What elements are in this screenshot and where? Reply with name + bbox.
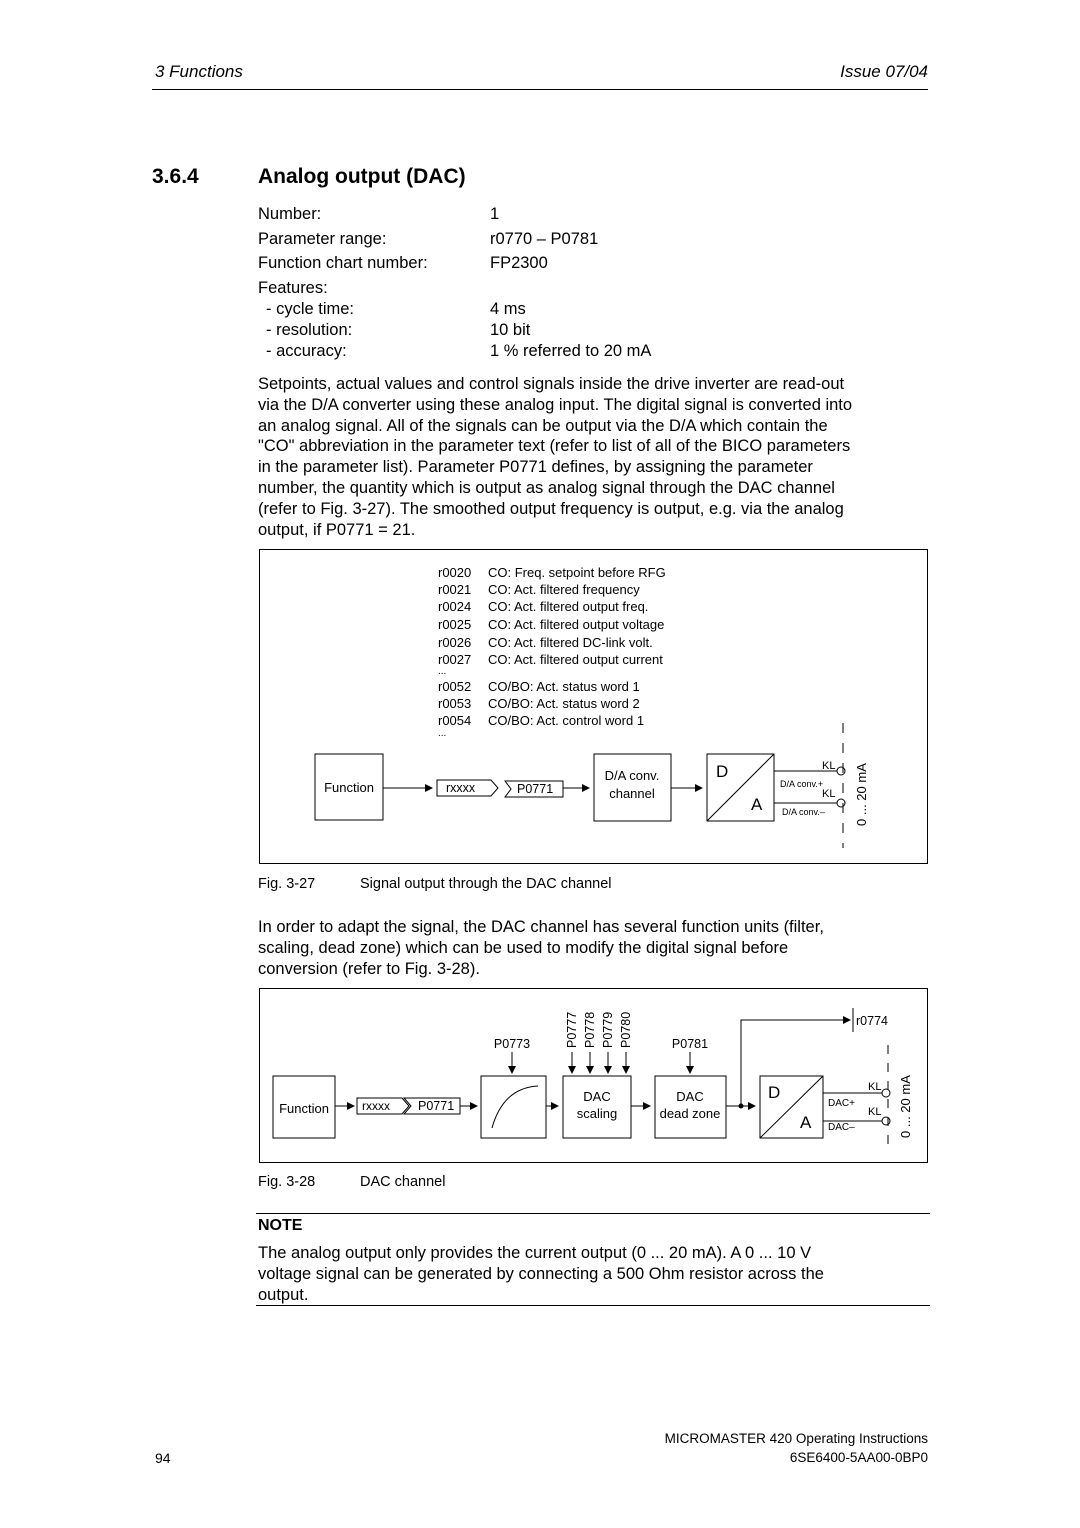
prop-key: Function chart number: <box>258 254 428 272</box>
kl-label: KL <box>868 1106 882 1118</box>
da-conv-plus-label: D/A conv.+ <box>780 779 824 789</box>
p0773-label: P0773 <box>493 1037 531 1051</box>
param-code: r0053 <box>438 696 472 711</box>
param-desc: CO: Act. filtered output freq. <box>488 599 649 614</box>
text-line: conversion (refer to Fig. 3-28). <box>258 959 480 978</box>
ellipsis: ... <box>438 728 447 739</box>
d-label: D <box>768 1083 781 1102</box>
text-line: output, if P0771 = 21. <box>258 520 416 539</box>
a-label: A <box>751 795 763 814</box>
prop-key: Parameter range: <box>258 230 387 248</box>
text-line: output. <box>258 1285 309 1304</box>
text-line: scaling, dead zone) which can be used to modify the digital signal before <box>258 938 789 957</box>
kl-label: KL <box>822 788 836 800</box>
dac-dead-title: DAC <box>676 1089 704 1104</box>
r0774-label: r0774 <box>856 1014 888 1028</box>
text-line: "CO" abbreviation in the parameter text (refer to list of all of the BICO parameters <box>258 437 851 456</box>
terminal-plus <box>882 1089 890 1097</box>
prop-value: 1 % referred to 20 mA <box>490 342 652 360</box>
dac-plus-label: DAC+ <box>828 1098 855 1109</box>
param-code: r0027 <box>438 652 472 667</box>
filter-curve <box>492 1086 538 1128</box>
dac-minus-label: DAC– <box>828 1122 855 1133</box>
page-number: 94 <box>155 1450 171 1466</box>
rxxxx-label: rxxxx <box>446 781 476 795</box>
function-label: Function <box>279 1101 329 1116</box>
text-line: (refer to Fig. 3-27). The smoothed output frequency is output, e.g. via the analog <box>258 499 844 518</box>
param-desc: CO: Freq. setpoint before RFG <box>488 565 666 580</box>
prop-value: 4 ms <box>490 300 526 318</box>
filter-block <box>481 1076 546 1138</box>
da-channel-label: channel <box>609 786 655 801</box>
footer-product: MICROMASTER 420 Operating Instructions <box>664 1431 928 1446</box>
p0778-label: P0778 <box>583 1011 597 1048</box>
note-title: NOTE <box>258 1217 303 1234</box>
prop-key: Features: <box>258 279 328 297</box>
text-line: The analog output only provides the current output (0 ... 20 mA). A 0 ... 10 V <box>258 1244 812 1262</box>
note-rule-bottom <box>256 1305 930 1306</box>
function-label: Function <box>324 780 374 795</box>
param-desc: CO/BO: Act. control word 1 <box>488 713 645 728</box>
p0771-label: P0771 <box>517 782 554 796</box>
prop-value: 1 <box>490 205 500 223</box>
figure-3-27-number: Fig. 3-27 <box>258 876 316 892</box>
running-header-issue: Issue 07/04 <box>840 62 928 81</box>
param-desc: CO: Act. filtered DC-link volt. <box>488 635 653 650</box>
dac-scaling-title: DAC <box>583 1089 611 1104</box>
param-code: r0021 <box>438 582 472 597</box>
param-desc: CO: Act. filtered frequency <box>488 582 640 597</box>
footer-order-number: 6SE6400-5AA00-0BP0 <box>789 1450 928 1465</box>
a-label: A <box>800 1113 812 1132</box>
text-line: Setpoints, actual values and control signals inside the drive inverter are read-out <box>258 375 845 393</box>
param-desc: CO: Act. filtered output current <box>488 652 663 667</box>
figure-3-28-number: Fig. 3-28 <box>258 1174 316 1190</box>
p0777-label: P0777 <box>565 1011 579 1048</box>
prop-key: - cycle time: <box>266 300 355 318</box>
running-header-section: 3 Functions <box>155 62 243 81</box>
p0771-label: P0771 <box>418 1099 455 1113</box>
figure-3-28-caption: DAC channel <box>360 1174 446 1190</box>
kl-label: KL <box>868 1081 882 1093</box>
p0781-label: P0781 <box>671 1037 709 1051</box>
section-title: Analog output (DAC) <box>258 165 466 188</box>
param-code: r0020 <box>438 565 472 580</box>
param-code: r0025 <box>438 617 472 632</box>
text-line: number, the quantity which is output as analog signal through the DAC channel <box>258 478 835 497</box>
range-label: 0 ... 20 mA <box>898 1075 913 1138</box>
text-line: via the D/A converter using these analog input. The digital signal is converted into <box>258 395 853 414</box>
param-code: r0052 <box>438 679 472 694</box>
ellipsis: ... <box>438 666 447 677</box>
param-code: r0054 <box>438 713 472 728</box>
note-rule-top <box>256 1213 930 1214</box>
dac-scaling-subtitle: scaling <box>576 1106 618 1121</box>
param-desc: CO: Act. filtered output voltage <box>488 617 665 632</box>
range-label: 0 ... 20 mA <box>854 763 869 826</box>
figure-3-27-caption: Signal output through the DAC channel <box>360 876 612 892</box>
rxxxx-label: rxxxx <box>362 1099 390 1113</box>
param-desc: CO/BO: Act. status word 1 <box>488 679 640 694</box>
param-code: r0024 <box>438 599 472 614</box>
kl-label: KL <box>822 760 836 772</box>
prop-key: - accuracy: <box>266 342 347 360</box>
p0779-label: P0779 <box>601 1011 615 1048</box>
text-line: an analog signal. All of the signals can be output via the D/A which contain the <box>258 416 828 435</box>
param-code: r0026 <box>438 635 472 650</box>
prop-key: Number: <box>258 205 322 223</box>
da-conv-label: D/A conv. <box>604 768 660 783</box>
prop-value: 10 bit <box>490 321 531 339</box>
p0780-label: P0780 <box>619 1011 633 1048</box>
d-label: D <box>716 762 729 781</box>
param-desc: CO/BO: Act. status word 2 <box>488 696 640 711</box>
dac-dead-subtitle: dead zone <box>659 1106 721 1121</box>
prop-key: - resolution: <box>266 321 353 339</box>
note-body <box>258 1243 923 1305</box>
prop-value: r0770 – P0781 <box>490 230 599 248</box>
text-line: in the parameter list). Parameter P0771 defines, by assigning the parameter <box>258 458 813 477</box>
text-line: In order to adapt the signal, the DAC channel has several function units (filter, <box>258 918 824 936</box>
prop-value: FP2300 <box>490 254 548 272</box>
text-line: voltage signal can be generated by connecting a 500 Ohm resistor across the <box>258 1264 824 1283</box>
da-conv-minus-label: D/A conv.– <box>782 807 825 817</box>
terminal-minus <box>882 1117 890 1125</box>
section-number: 3.6.4 <box>152 165 199 188</box>
